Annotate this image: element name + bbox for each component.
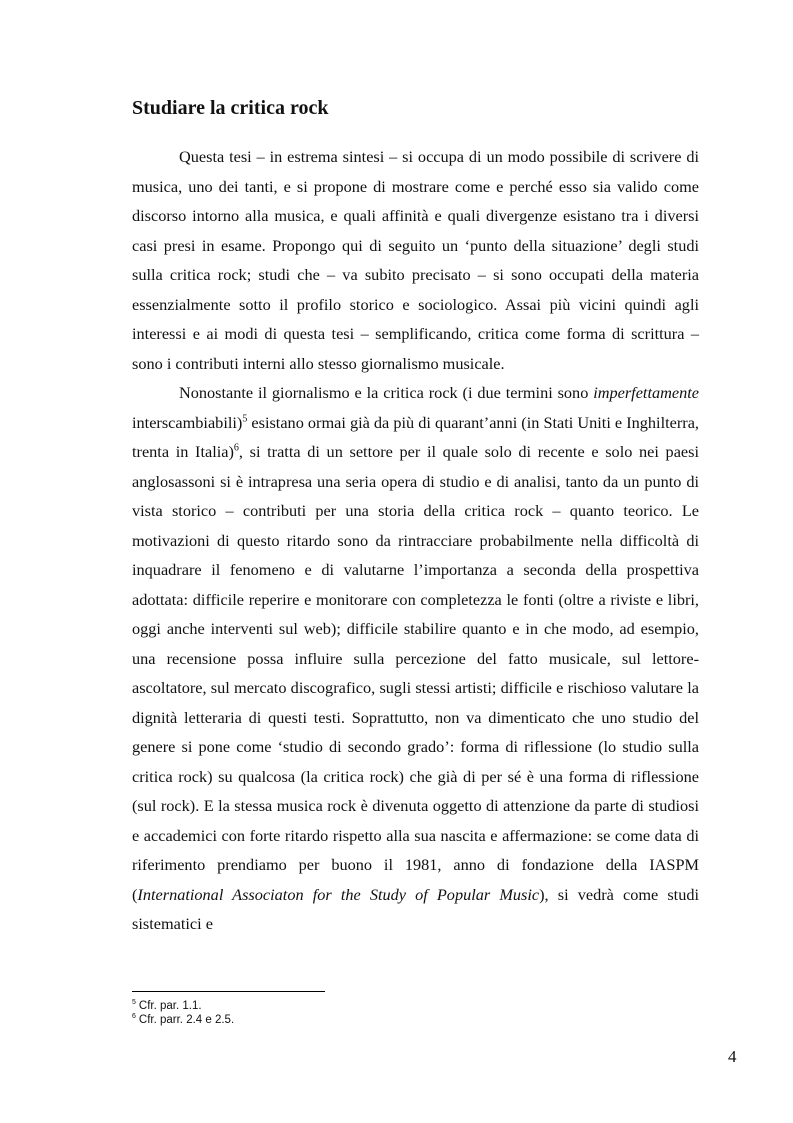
section-heading: Studiare la critica rock [132, 97, 329, 119]
footnote-ref-6[interactable]: 6 [233, 442, 239, 454]
paragraph-2-text: esistano ormai già da più di quarant’anni (in Stati Uniti e Inghilterra, trenta in Italia) [132, 412, 699, 461]
paragraph-2-text: Nonostante il giornalismo e la critica rock (i due termini sono [179, 383, 594, 402]
paragraph-2 [132, 378, 699, 939]
footnote-5 [132, 999, 234, 1013]
footnote-number: 6 [132, 1013, 136, 1021]
footnote-ref-5[interactable]: 5 [242, 413, 248, 425]
footnote-separator [132, 991, 325, 992]
footnote-text: Cfr. parr. 2.4 e 2.5. [138, 1014, 235, 1026]
paragraph-2-text: interscambiabili) [132, 412, 243, 432]
footnote-6 [132, 1013, 234, 1027]
italic-organization-name: International Associaton for the Study of Popular Music [137, 884, 540, 904]
body-text [132, 142, 699, 939]
page-number: 4 [728, 1047, 737, 1066]
paragraph-1: Questa tesi – in estrema sintesi – si occupa di un modo possibile di scrivere di musica, uno dei tanti, e si propone di mostrare come e perché esso sia valido come discorso intorno alla musica, e quali affinità e quali divergenze esistano tra i diversi casi presi in esame. Propongo qui di seguito un ‘punto della situazione’ degli studi sulla critica rock; studi che – va subito precisato – si sono occupati della materia essenzialmente sotto il profilo storico e sociologico. Assai più vicini quindi agli interessi e ai modi di questa tesi – semplificando, critica come forma di scrittura – sono i contributi interni allo stesso giornalismo musicale. [132, 147, 699, 373]
footnote-number: 5 [132, 999, 136, 1007]
paragraph-2-text: ), si vedrà come studi sistematici e [132, 884, 699, 933]
italic-term: imperfettamente [593, 383, 699, 402]
paragraph-2-text: , si tratta di un settore per il quale solo di recente e solo nei paesi anglosassoni si è intrapresa una seria opera di studio e di analisi, tanto da un punto di vista storico – contributi per una storia della critica rock – quanto teorico. Le motivazioni di questo ritardo sono da rintracciare probabilmente nella difficoltà di inquadrare il fenomeno e di valutarne l’importanza a seconda della prospettiva adottata: difficile reperire e monitorare con completezza le fonti (oltre a riviste e libri, oggi anche interventi sul web); difficile stabilire quanto e in che modo, ad esempio, una recensione possa influire sulla percezione del fatto musicale, sul lettore-ascoltatore, sul mercato discografico, sugli stessi artisti; difficile e rischioso valutare la dignità letteraria di questi testi. Soprattutto, non va dimenticato che uno studio del genere si pone come ‘studio di secondo grado’: forma di riflessione (lo studio sulla critica rock) su qualcosa (la critica rock) che già di per sé è una forma di riflessione (sul rock). E la stessa musica rock è divenuta oggetto di attenzione da parte di studiosi e accademici con forte ritardo rispetto alla sua nascita e affermazione: se come data di riferimento prendiamo per buono il 1981, anno di fondazione della IASPM ( [132, 442, 700, 904]
footnotes [132, 999, 234, 1027]
footnote-text: Cfr. par. 1.1. [138, 1000, 202, 1012]
